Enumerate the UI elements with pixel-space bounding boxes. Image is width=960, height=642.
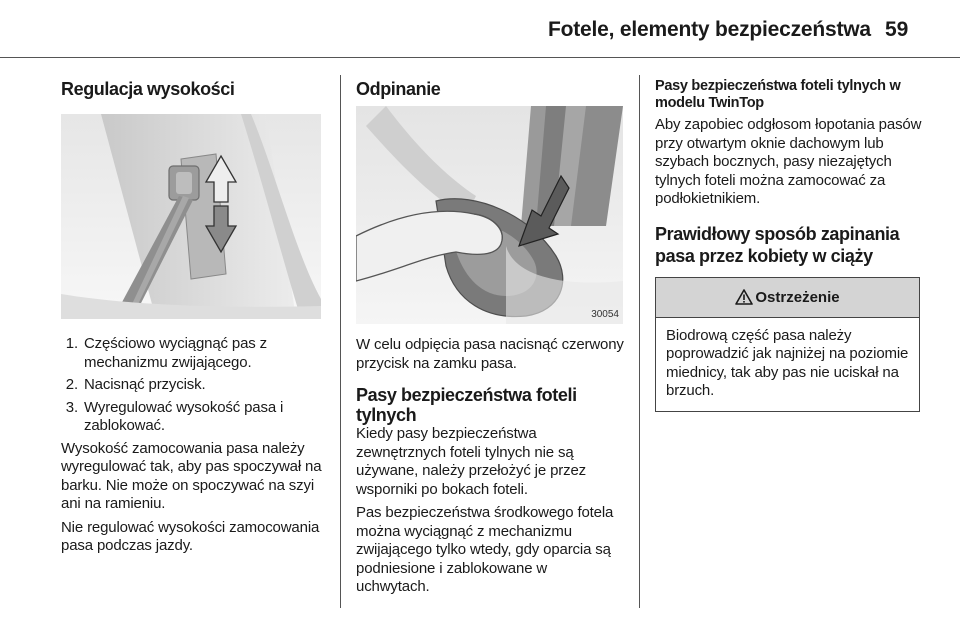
page-title: Fotele, elementy bezpieczeństwa [548,18,871,41]
column-divider-1 [340,75,341,608]
column-divider-2 [639,75,640,608]
adjustment-steps [61,335,331,436]
paragraph: Aby zapobiec odgłosom łopotania pasów przy otwartym oknie dachowym lub szybach bocznych, pasy niezajętych tylnych foteli można zamocować za podłokietnikiem. [655,116,922,207]
column-3 [655,72,923,412]
belt-height-illustration [61,114,321,319]
column-1 [61,72,331,556]
paragraph: Kiedy pasy bezpieczeństwa zewnętrznych foteli tylnych nie są używane, należy przełożyć je przez wsporniki po bokach foteli. [356,425,587,498]
figure-buckle-release [356,106,623,324]
paragraph: Wysokość zamocowania pasa należy wyregulować tak, aby pas spoczywał na barku. Nie może on spoczywać na szyi ani na ramieniu. [61,439,322,512]
paragraph: Nie regulować wysokości zamocowania pasa podczas jazdy. [61,518,320,554]
section-heading-pregnancy: Prawidłowy sposób zapinania pasa przez kobiety w ciąży [655,223,900,266]
section-heading-twintop: Pasy bezpieczeństwa foteli tylnych w modelu TwinTop [655,78,901,111]
section-heading-release: Odpinanie [356,79,441,99]
list-item: 2. Nacisnąć przycisk. [65,376,206,393]
list-item: 3. Wyregulować wysokość pasa i zablokować. [65,398,284,434]
header-divider [0,57,960,58]
section-heading-rear-seat-belts: Pasy bezpieczeństwa foteli tylnych [356,385,577,425]
list-item: 1. Częściowo wyciągnąć pas z mechanizmu zwijającego. [65,335,267,371]
warning-triangle-icon [735,289,753,305]
warning-text: Biodrową część pasa należy poprowadzić jak najniżej na poziomie miednicy, tak aby pas nie uciskał na brzuch. [666,326,909,399]
figure-belt-height-adjustment [61,114,321,319]
buckle-release-illustration [356,106,623,324]
warning-title: Ostrzeżenie [755,288,840,306]
warning-header [656,278,919,318]
warning-box [655,277,920,412]
paragraph: Pas bezpieczeństwa środkowego fotela można wyciągnąć z mechanizmu zwijającego tylko wtedy, gdy oparcia są podniesione i zablokowane w uchwytach. [356,504,614,595]
figure-code: 30054 [591,309,619,320]
column-2 [356,72,624,597]
paragraph: W celu odpięcia pasa nacisnąć czerwony przycisk na zamku pasa. [356,336,624,372]
page-number: 59 [885,18,909,41]
warning-body [656,318,919,411]
section-heading-height-adjustment: Regulacja wysokości [61,79,235,99]
